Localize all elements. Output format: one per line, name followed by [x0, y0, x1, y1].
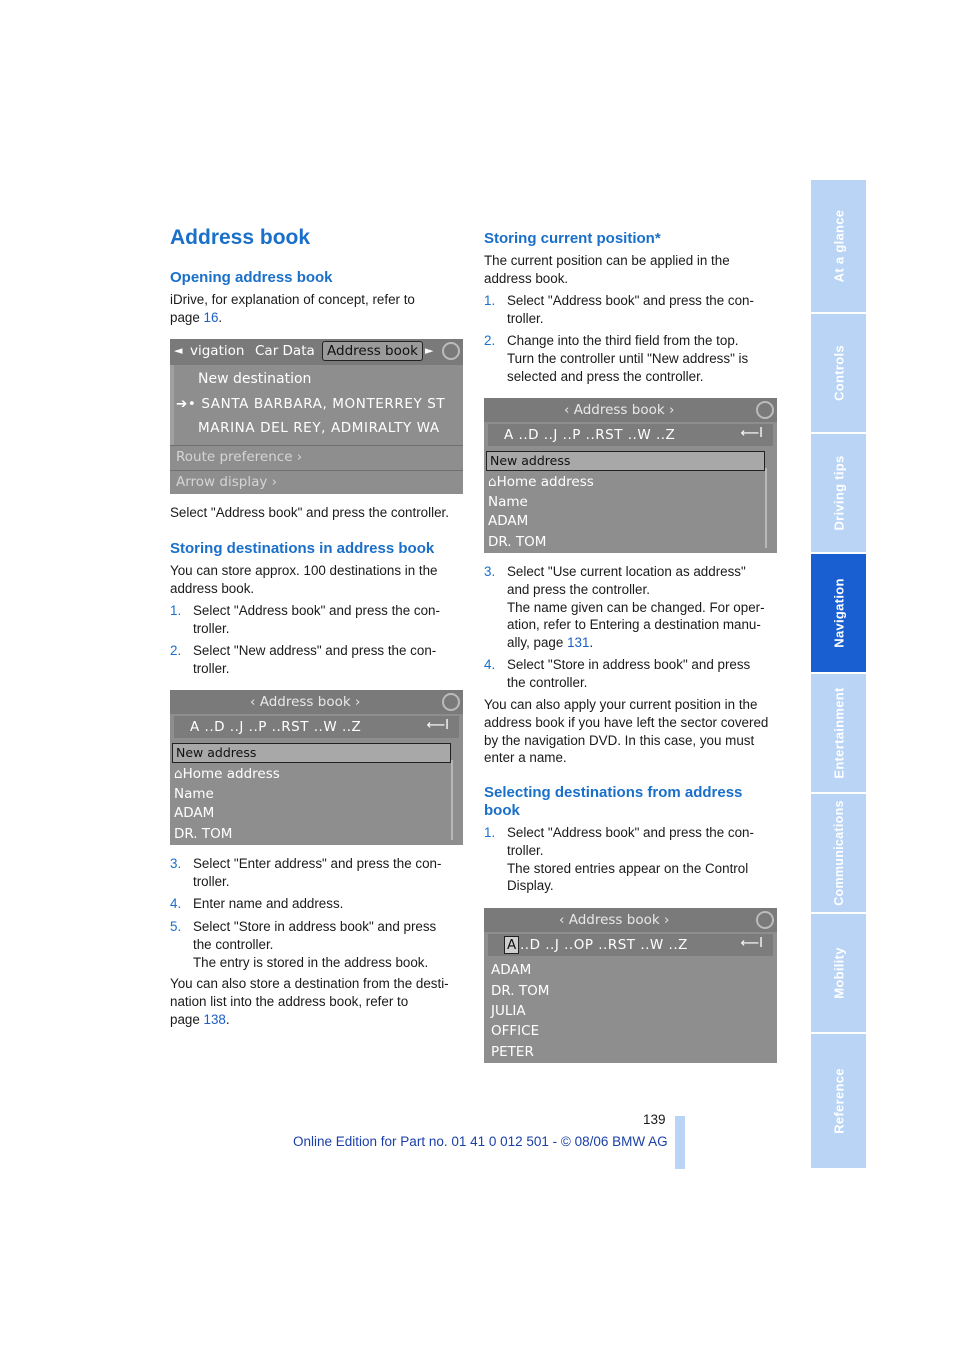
sidetab-driving-tips[interactable] — [811, 434, 866, 552]
step-text: Select "New address" and press the con- — [193, 643, 437, 658]
also-line3: by the navigation DVD. In this case, you must — [484, 732, 755, 748]
selecting-heading-line2: book — [484, 802, 520, 819]
back-arrow-icon[interactable]: ⟵I — [740, 426, 763, 441]
list-item-name[interactable]: Name — [488, 494, 528, 510]
step-text: Select "Store in address book" and press — [507, 657, 751, 672]
selecting-heading-line1: Selecting destinations from address — [484, 784, 743, 801]
page-ref-suffix: . — [589, 635, 594, 651]
step-text: troller. — [507, 310, 544, 326]
selecting-heading — [484, 784, 742, 820]
opening-text-line2 — [170, 309, 415, 327]
step-number: 1. — [484, 293, 496, 308]
step-number: 1. — [170, 603, 182, 618]
list-item — [484, 332, 784, 386]
header-address-book: ‹ Address book › — [250, 694, 361, 710]
list-item-dr-tom[interactable]: DR. TOM — [174, 826, 233, 842]
step-text: Display. — [507, 878, 554, 894]
page-number: 139 — [643, 1112, 666, 1127]
list-item-adam[interactable]: ADAM — [174, 805, 215, 821]
current-position-heading: Storing current position* — [484, 230, 661, 247]
step-text: troller. — [193, 873, 230, 889]
also-store-text — [170, 975, 449, 1028]
step-number: 2. — [484, 333, 496, 348]
control-display-screen-address-book — [170, 690, 463, 845]
sidetab-label: Navigation — [831, 578, 846, 648]
alphabet-bar — [174, 716, 459, 738]
list-item-adam[interactable]: ADAM — [491, 962, 532, 978]
page-ref-suffix: . — [225, 1011, 230, 1027]
step-number: 3. — [484, 564, 496, 579]
scrollbar[interactable] — [765, 468, 767, 548]
opening-text-line1: iDrive, for explanation of concept, refer to — [170, 292, 415, 307]
tab-car-data[interactable]: Car Data — [255, 343, 315, 359]
sidetab-label: Communications — [831, 800, 846, 906]
alphabet-bar — [488, 424, 773, 446]
page-link-16[interactable]: 16 — [203, 309, 219, 325]
controller-icon — [442, 342, 460, 360]
opening-heading: Opening address book — [170, 269, 333, 286]
sidetab-controls[interactable] — [811, 314, 866, 432]
header-address-book: ‹ Address book › — [564, 402, 675, 418]
sidetab-label: Reference — [831, 1068, 846, 1134]
sidetab-label: Entertainment — [831, 687, 846, 779]
step-text: the controller. — [507, 674, 588, 690]
list-item-home-address[interactable]: ⌂Home address — [488, 474, 594, 490]
step-text: Select "Address book" and press the con- — [507, 825, 754, 840]
right-arrow-icon[interactable]: ► — [425, 344, 434, 357]
alphabet-selector[interactable]: A ..D ..J ..P ..RST ..W ..Z — [504, 427, 676, 443]
scrollbar[interactable] — [451, 760, 453, 840]
list-item — [170, 642, 470, 678]
storing-text-line1: You can store approx. 100 destinations in the — [170, 563, 438, 578]
sidetab-label: At a glance — [831, 209, 846, 283]
caption-select-address-book: Select "Address book" and press the controller. — [170, 505, 449, 520]
step-number: 3. — [170, 856, 182, 871]
header-address-book: ‹ Address book › — [559, 912, 670, 928]
step-text: Turn the controller until "New address" is — [507, 350, 749, 366]
page-ref-prefix: page — [170, 1011, 204, 1027]
also-line1: You can also store a destination from the desti- — [170, 976, 449, 991]
list-item-new-address[interactable]: New address — [172, 743, 451, 763]
current-text-line2: address book. — [484, 270, 569, 286]
also-apply-text — [484, 696, 768, 767]
tab-address-book[interactable]: Address book — [322, 341, 423, 361]
step-text: Select "Enter address" and press the con- — [193, 856, 442, 871]
alphabet-selector[interactable]: ..D ..J ..OP ..RST ..W ..Z — [520, 937, 688, 953]
storing-text — [170, 562, 438, 598]
list-item — [484, 292, 784, 328]
menu-item-last-destination-2[interactable]: MARINA DEL REY, ADMIRALTY WA — [198, 420, 440, 436]
step-text: Change into the third field from the top. — [507, 333, 739, 348]
list-item — [170, 602, 470, 638]
also-line3 — [170, 1011, 449, 1029]
controller-icon — [756, 401, 774, 419]
screen-header — [484, 908, 777, 932]
step-number: 2. — [170, 643, 182, 658]
page-link-138[interactable]: 138 — [203, 1011, 226, 1027]
tab-navigation[interactable]: vigation — [190, 343, 245, 359]
alphabet-selector[interactable]: A ..D ..J ..P ..RST ..W ..Z — [190, 719, 362, 735]
menu-item-route-preference[interactable]: Route preference › — [176, 449, 303, 465]
step-text: Enter name and address. — [193, 896, 344, 911]
step-text: troller. — [193, 660, 230, 676]
sidetab-navigation[interactable] — [811, 554, 866, 672]
step-text: The name given can be changed. For oper- — [507, 599, 765, 615]
screen-header — [484, 398, 777, 422]
list-item-dr-tom[interactable]: DR. TOM — [491, 983, 550, 999]
step-number: 4. — [484, 657, 496, 672]
step-text: Select "Store in address book" and press — [193, 919, 437, 934]
sidetab-label: Controls — [831, 345, 846, 401]
back-arrow-icon[interactable]: ⟵I — [740, 936, 763, 951]
also-line2: nation list into the address book, refer to — [170, 993, 409, 1009]
list-item-julia[interactable]: JULIA — [491, 1003, 526, 1019]
list-item — [170, 918, 470, 972]
menu-item-last-destination-1[interactable]: ➔• SANTA BARBARA, MONTERREY ST — [176, 396, 446, 412]
page-marker-bar — [675, 1116, 685, 1169]
sidetab-communications[interactable] — [811, 794, 866, 912]
list-item-peter[interactable]: PETER — [491, 1044, 534, 1060]
step-number: 5. — [170, 919, 182, 934]
step-text: Select "Address book" and press the con- — [193, 603, 440, 618]
alphabet-bar — [488, 934, 773, 956]
list-item-adam[interactable]: ADAM — [488, 513, 529, 529]
current-position-text — [484, 252, 730, 288]
control-display-screen-menu — [170, 339, 463, 494]
also-line4: enter a name. — [484, 750, 567, 766]
sidetab-reference[interactable] — [811, 1034, 866, 1168]
menu-item-new-destination[interactable]: New destination — [198, 371, 312, 387]
also-line1: You can also apply your current position in the — [484, 697, 758, 712]
menu-item-arrow-display[interactable]: Arrow display › — [176, 474, 278, 490]
left-arrow-icon[interactable]: ◄ — [174, 344, 183, 357]
sidetab-entertainment[interactable] — [811, 674, 866, 792]
step-text: The entry is stored in the address book. — [193, 954, 429, 970]
step-text: Select "Address book" and press the con- — [507, 293, 754, 308]
list-item — [484, 563, 784, 653]
back-arrow-icon[interactable]: ⟵I — [426, 718, 449, 733]
list-item — [170, 855, 470, 891]
step-text: The stored entries appear on the Control — [507, 860, 749, 876]
controller-icon — [442, 693, 460, 711]
screen-header — [170, 690, 463, 714]
step-text: and press the controller. — [507, 581, 650, 597]
step-number: 4. — [170, 896, 182, 911]
storing-heading: Storing destinations in address book — [170, 540, 435, 557]
also-line2: address book if you have left the sector covered — [484, 714, 769, 730]
storing-text-line2: address book. — [170, 580, 255, 596]
step-text: ation, refer to Entering a destination manu- — [507, 617, 761, 633]
list-item — [484, 656, 784, 692]
list-item-dr-tom[interactable]: DR. TOM — [488, 534, 547, 550]
sidetab-at-a-glance[interactable] — [811, 180, 866, 312]
step-text: troller. — [507, 842, 544, 858]
list-item-name[interactable]: Name — [174, 786, 214, 802]
step-text: Select "Use current location as address" — [507, 564, 746, 579]
step-text: troller. — [193, 620, 230, 636]
alphabet-letter-selected[interactable]: A — [504, 936, 519, 954]
sidetab-label: Mobility — [831, 947, 846, 999]
page-ref-suffix: . — [218, 309, 223, 325]
page-ref-prefix: page — [170, 309, 204, 325]
control-display-screen-address-list — [484, 908, 777, 1063]
controller-icon — [756, 911, 774, 929]
control-display-screen-address-book-2 — [484, 398, 777, 553]
list-item — [484, 824, 784, 896]
step-text — [507, 634, 787, 652]
list-item-home-address[interactable]: ⌂Home address — [174, 766, 280, 782]
page-title: Address book — [170, 226, 311, 249]
current-text-line1: The current position can be applied in the — [484, 253, 730, 268]
opening-text — [170, 291, 415, 327]
page-ref-prefix: ally, page — [507, 635, 568, 651]
list-item — [170, 895, 470, 913]
list-item-new-address[interactable]: New address — [486, 451, 765, 471]
page-link-131[interactable]: 131 — [567, 635, 590, 651]
footer-edition-text: Online Edition for Part no. 01 41 0 012 501 - © 08/06 BMW AG — [293, 1134, 668, 1149]
step-text: selected and press the controller. — [507, 368, 704, 384]
tab-bar — [170, 339, 463, 365]
sidetab-mobility[interactable] — [811, 914, 866, 1032]
step-text: the controller. — [193, 936, 274, 952]
list-item-office[interactable]: OFFICE — [491, 1023, 540, 1039]
step-number: 1. — [484, 825, 496, 840]
sidetab-label: Driving tips — [831, 455, 846, 531]
